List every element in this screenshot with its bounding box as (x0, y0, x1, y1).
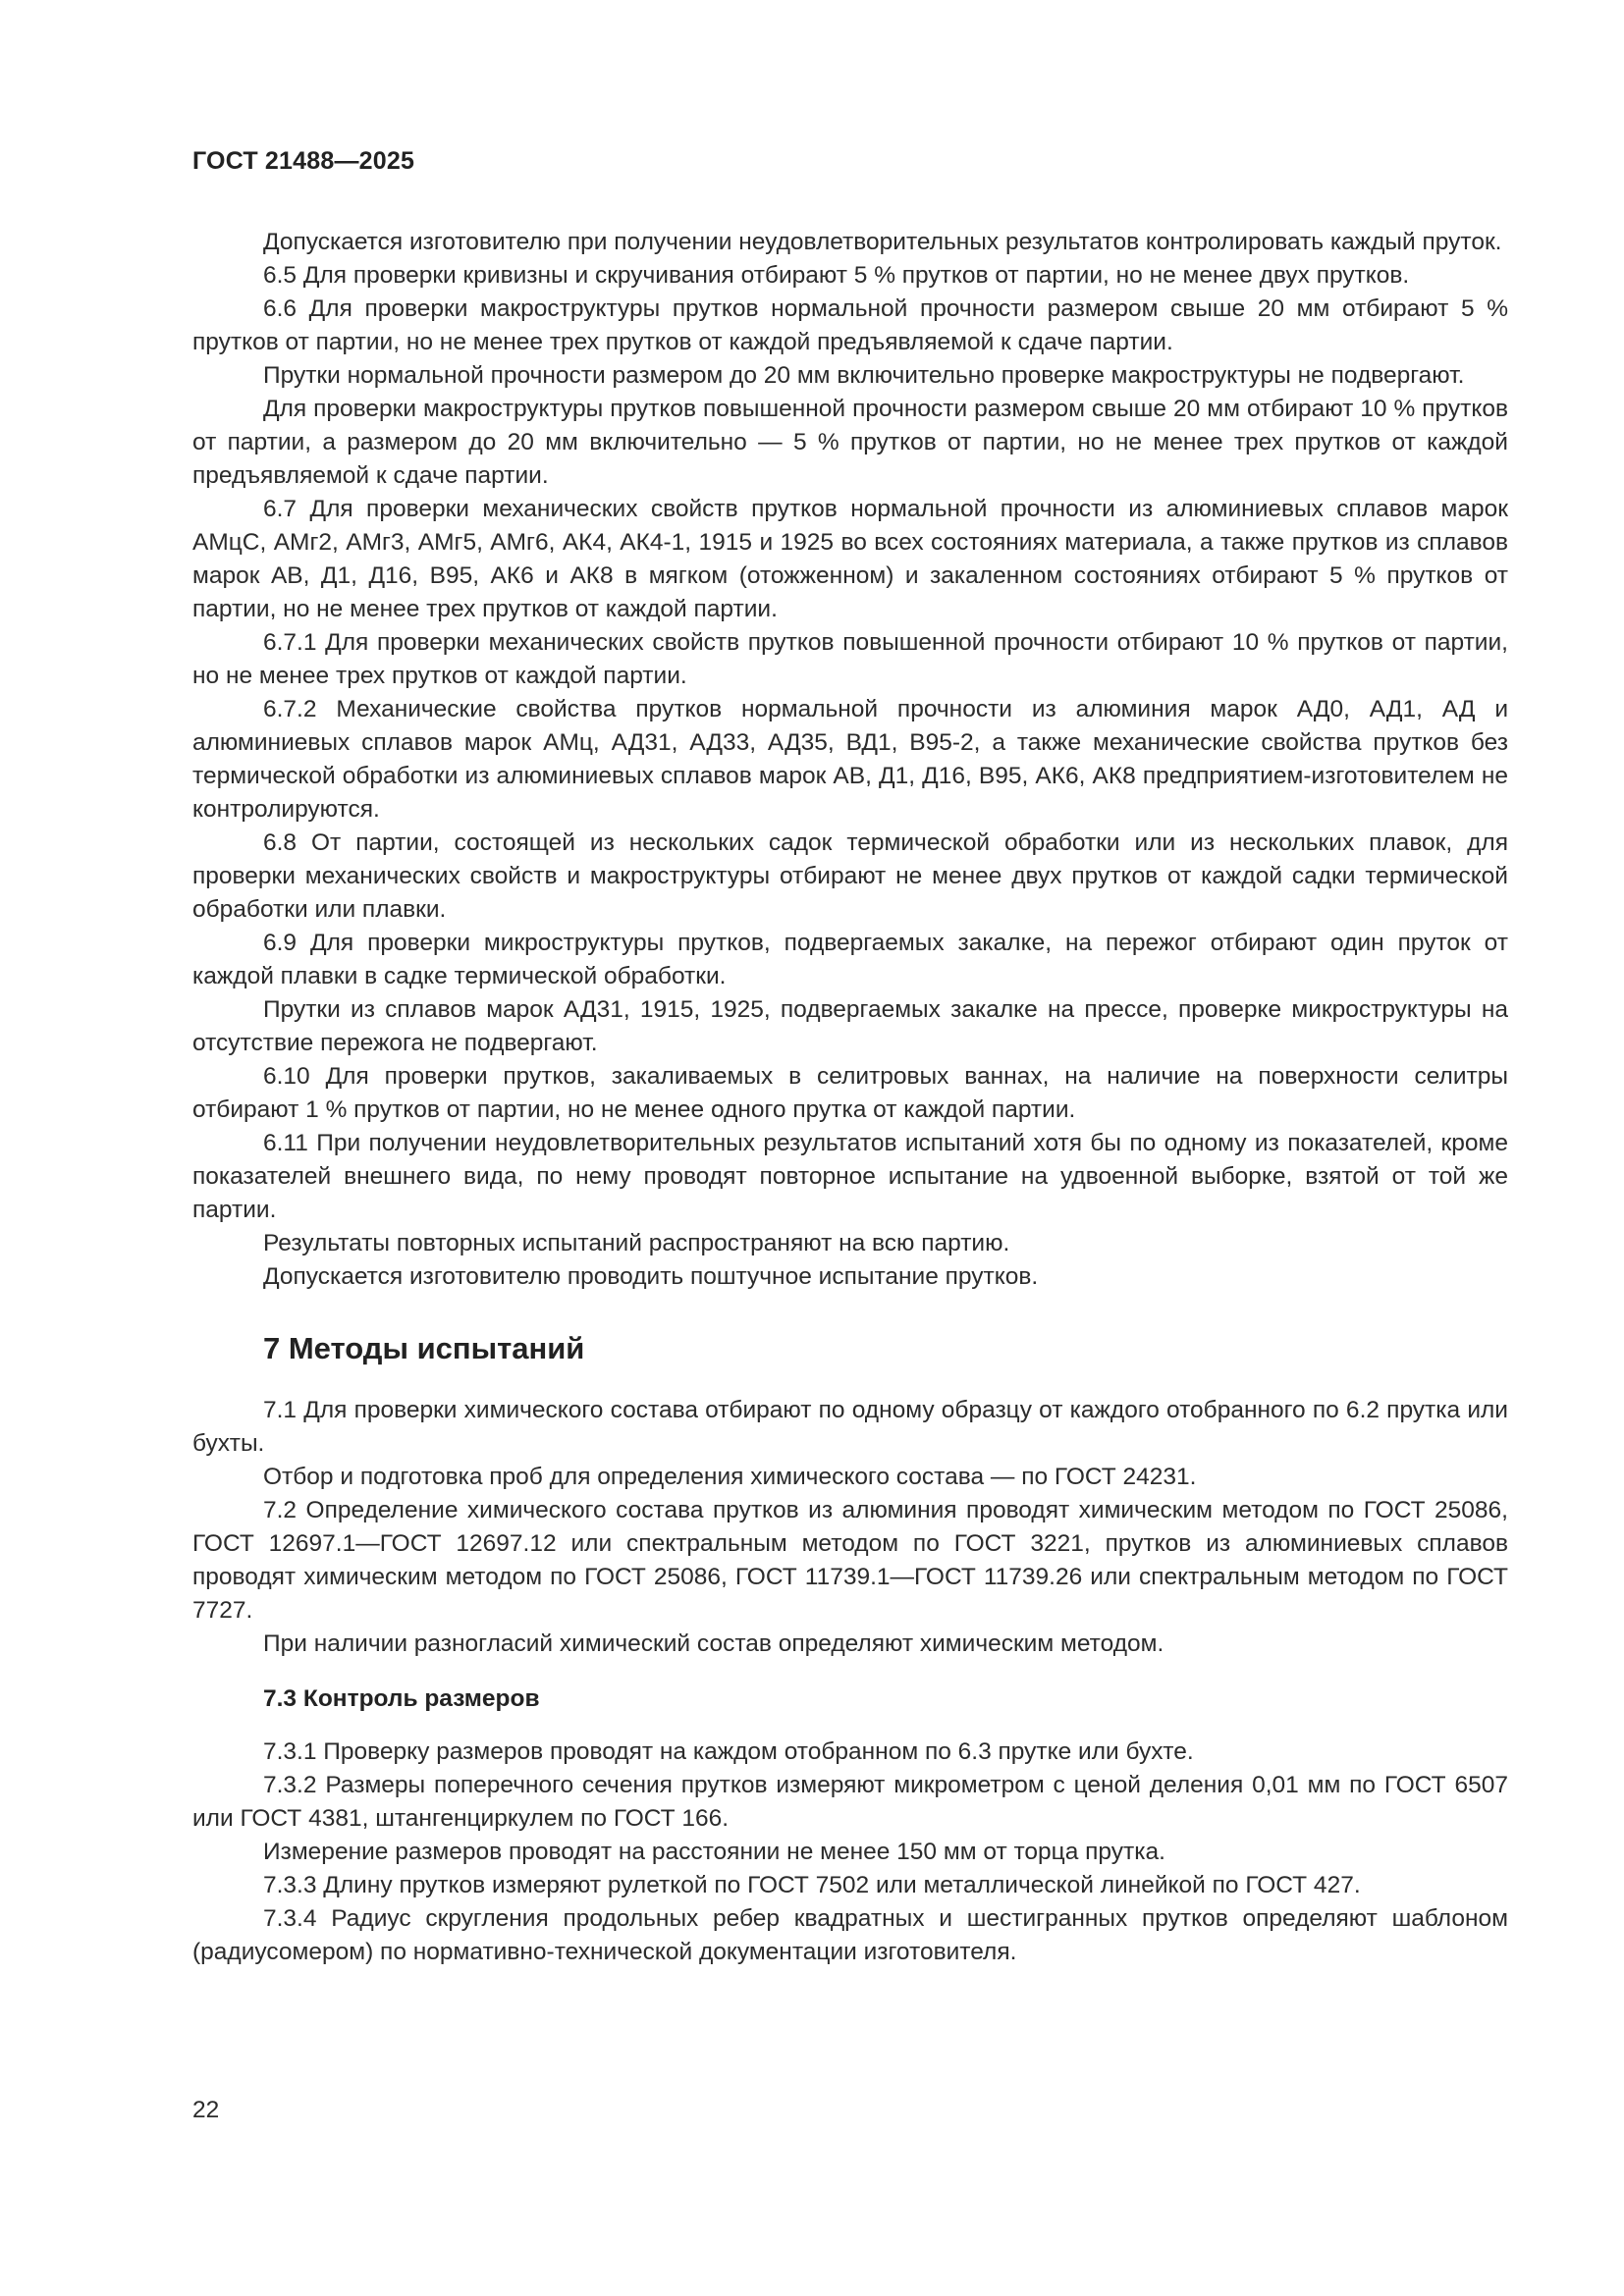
paragraph: При наличии разногласий химический состав определяют химическим методом. (263, 1630, 1164, 1657)
paragraph: Измерение размеров проводят на расстоянии не менее 150 мм от торца прутка. (263, 1839, 1165, 1865)
section-heading: 7 Методы испытаний (263, 1331, 585, 1365)
paragraph: 7.3.2 Размеры поперечного сечения прутков измеряют микрометром с ценой деления 0,01 мм по ГОСТ 6507 или ГОСТ 4381, штангенциркулем по ГОСТ 166. (192, 1772, 1508, 1832)
page-number: 22 (192, 2097, 220, 2123)
paragraph: Отбор и подготовка проб для определения химического состава — по ГОСТ 24231. (263, 1464, 1197, 1490)
paragraph: 6.11 При получении неудовлетворительных результатов испытаний хотя бы по одному из показателей, кроме показателей внешнего вида, по нему проводят повторное испытание на удвоенной выборке, взятой от той же партии. (192, 1130, 1508, 1223)
paragraph: Результаты повторных испытаний распространяют на всю партию. (263, 1230, 1010, 1256)
subsection-heading: 7.3 Контроль размеров (263, 1685, 540, 1712)
paragraph: Допускается изготовителю проводить поштучное испытание прутков. (263, 1263, 1039, 1290)
paragraph: 6.8 От партии, состоящей из нескольких садок термической обработки или из нескольких плавок, для проверки механических свойств и макроструктуры отбирают не менее двух прутков от каждой садки термической обработки или плавки. (192, 829, 1508, 923)
paragraph: 7.2 Определение химического состава прутков из алюминия проводят химическим методом по ГОСТ 25086, ГОСТ 12697.1—ГОСТ 12697.12 или спектральным методом по ГОСТ 3221, прутков из алюминиевых сплавов проводят химическим методом по ГОСТ 25086, ГОСТ 11739.1—ГОСТ 11739.26 или спектральным методом по ГОСТ 7727. (192, 1497, 1508, 1624)
paragraph: 6.5 Для проверки кривизны и скручивания отбирают 5 % прутков от партии, но не менее двух прутков. (263, 262, 1410, 289)
paragraph: 7.3.1 Проверку размеров проводят на каждом отобранном по 6.3 прутке или бухте. (263, 1738, 1194, 1765)
paragraph: 6.9 Для проверки микроструктуры прутков, подвергаемых закалке, на пережог отбирают один пруток от каждой плавки в садке термической обработки. (192, 930, 1508, 989)
paragraph: Для проверки макроструктуры прутков повышенной прочности размером свыше 20 мм отбирают 10 % прутков от партии, а размером до 20 мм включительно — 5 % прутков от партии, но не менее трех прутков от каждой предъявляемой к сдаче партии. (192, 396, 1508, 489)
paragraph: 6.7.1 Для проверки механических свойств прутков повышенной прочности отбирают 10 % прутков от партии, но не менее трех прутков от каждой партии. (192, 629, 1508, 689)
paragraph: Прутки нормальной прочности размером до 20 мм включительно проверке макроструктуры не подвергают. (263, 362, 1465, 389)
paragraph: 6.10 Для проверки прутков, закаливаемых в селитровых ваннах, на наличие на поверхности селитры отбирают 1 % прутков от партии, но не менее одного прутка от каждой партии. (192, 1063, 1508, 1123)
document-header: ГОСТ 21488—2025 (192, 147, 415, 175)
paragraph: 7.3.4 Радиус скругления продольных ребер квадратных и шестигранных прутков определяют шаблоном (радиусомером) по нормативно-технической документации изготовителя. (192, 1905, 1508, 1965)
paragraph: 6.7 Для проверки механических свойств прутков нормальной прочности из алюминиевых сплавов марок АМцС, АМг2, АМг3, АМг5, АМг6, АК4, АК4-1, 1915 и 1925 во всех состояниях материала, а также прутков из сплавов марок АВ, Д1, Д16, В95, АК6 и АК8 в мягком (отожженном) и закаленном состояниях отбирают 5 % прутков от партии, но не менее трех прутков от каждой партии. (192, 496, 1508, 622)
document-body (192, 226, 1508, 1969)
paragraph: 7.1 Для проверки химического состава отбирают по одному образцу от каждого отобранного по 6.2 прутка или бухты. (192, 1397, 1508, 1457)
paragraph: Прутки из сплавов марок АД31, 1915, 1925, подвергаемых закалке на прессе, проверке микроструктуры на отсутствие пережога не подвергают. (192, 996, 1508, 1056)
paragraph: 6.7.2 Механические свойства прутков нормальной прочности из алюминия марок АД0, АД1, АД и алюминиевых сплавов марок АМц, АД31, АД33, АД35, ВД1, В95-2, а также механические свойства прутков без термической обработки из алюминиевых сплавов марок АВ, Д1, Д16, В95, АК6, АК8 предприятием-изготовителем не контролируются. (192, 696, 1508, 823)
paragraph: 7.3.3 Длину прутков измеряют рулеткой по ГОСТ 7502 или металлической линейкой по ГОСТ 427. (263, 1872, 1361, 1898)
paragraph: 6.6 Для проверки макроструктуры прутков нормальной прочности размером свыше 20 мм отбирают 5 % прутков от партии, но не менее трех прутков от каждой предъявляемой к сдаче партии. (192, 295, 1508, 355)
paragraph: Допускается изготовителю при получении неудовлетворительных результатов контролировать каждый пруток. (263, 229, 1502, 255)
